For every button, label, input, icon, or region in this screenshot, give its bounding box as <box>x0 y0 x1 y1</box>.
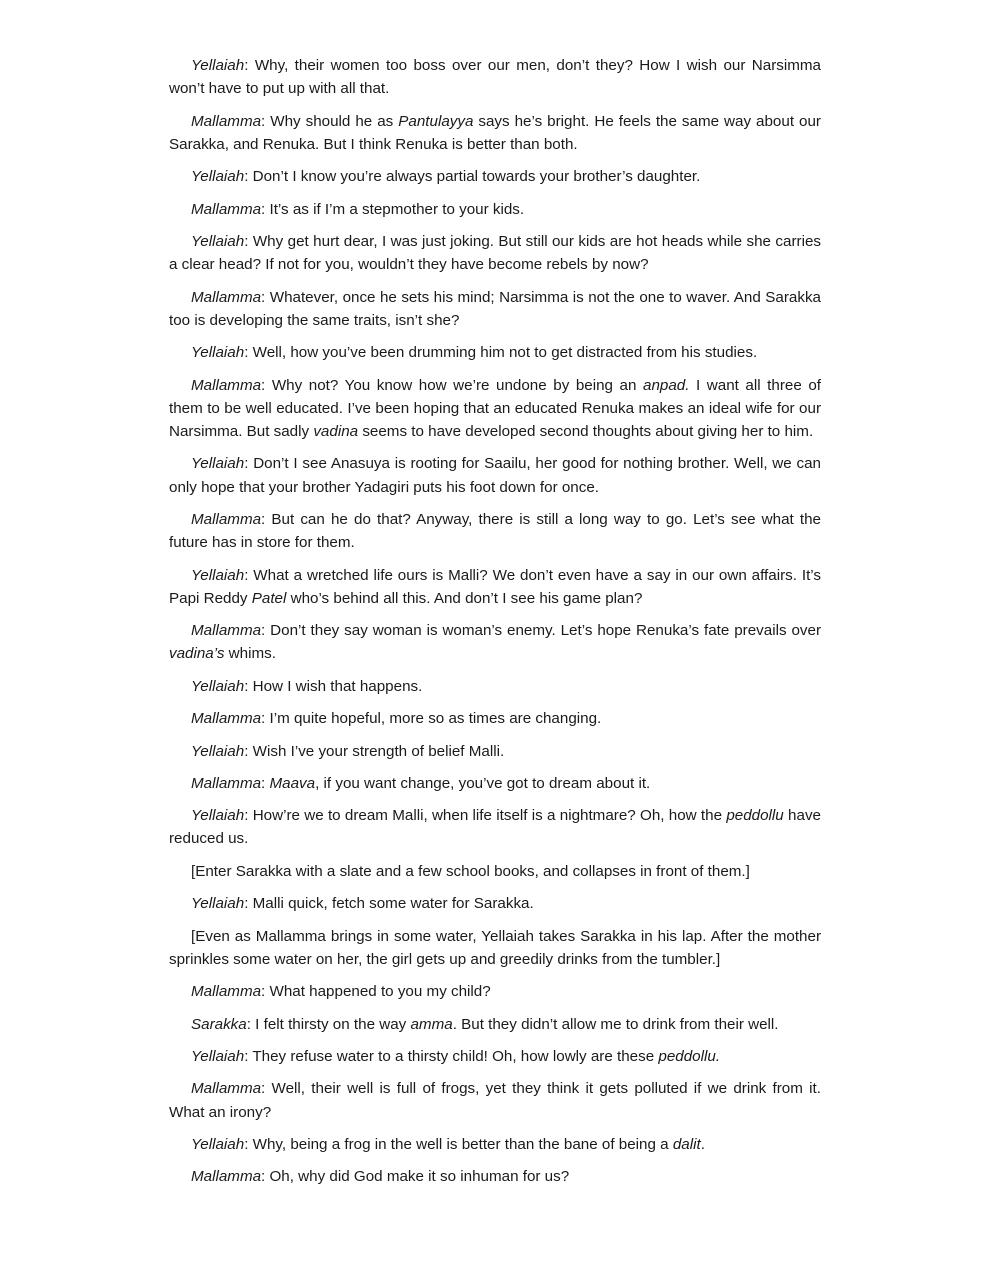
dialogue-paragraph: Yellaiah: How I wish that happens. <box>191 677 423 695</box>
dialogue-paragraph: Yellaiah: Don’t I know you’re always partial towards your brother’s daughter. <box>191 168 701 186</box>
dialogue-paragraph: Mallamma: Why not? You know how we’re undone by being an anpad. I want all three of them to be well educated. I’ve been hoping that an educated Renuka makes an ideal wife for our Narsimma. But sadly vadina seems to have developed second thoughts about giving her to him. <box>169 376 821 440</box>
dialogue-paragraph: Yellaiah: Well, how you’ve been drumming him not to get distracted from his studies. <box>191 344 758 362</box>
dialogue-paragraph: Yellaiah: Why get hurt dear, I was just joking. But still our kids are hot heads while she carries a clear head? If not for you, wouldn’t they have become rebels by now? <box>169 232 821 274</box>
dialogue-paragraph: Mallamma: It’s as if I’m a stepmother to your kids. <box>191 200 525 218</box>
dialogue-paragraph: Yellaiah: They refuse water to a thirsty child! Oh, how lowly are these peddollu. <box>191 1048 721 1066</box>
speaker-name: Yellaiah <box>191 1136 245 1154</box>
dialogue-paragraph: Yellaiah: Wish I’ve your strength of belief Malli. <box>191 742 505 760</box>
italic-term: Maava <box>269 774 316 792</box>
dialogue-paragraph: Yellaiah: Why, being a frog in the well is better than the bane of being a dalit. <box>191 1136 705 1154</box>
italic-term: vadina’s <box>169 645 225 663</box>
speaker-name: Mallamma <box>191 622 262 640</box>
speaker-name: Mallamma <box>191 376 262 394</box>
dialogue-paragraph: Mallamma: Whatever, once he sets his mind; Narsimma is not the one to waver. And Sarakka too is developing the same traits, isn’t she? <box>169 288 821 329</box>
dialogue-paragraph: Yellaiah: What a wretched life ours is Malli? We don’t even have a say in our own affairs. It’s Papi Reddy Patel who’s behind all this. And don’t I see his game plan? <box>169 566 821 607</box>
italic-term: dalit <box>672 1136 701 1154</box>
speaker-name: Mallamma <box>191 1168 262 1186</box>
italic-term: anpad. <box>643 376 690 394</box>
speaker-name: Yellaiah <box>191 677 245 695</box>
italic-term: amma <box>410 1015 453 1033</box>
dialogue-paragraph: Mallamma: Well, their well is full of frogs, yet they think it gets polluted if we drink from it. What an irony? <box>169 1080 821 1121</box>
speaker-name: Yellaiah <box>191 232 245 250</box>
speaker-name: Mallamma <box>191 112 262 130</box>
speaker-name: Mallamma <box>191 983 262 1001</box>
dialogue-paragraph: Mallamma: Maava, if you want change, you’ve got to dream about it. <box>191 774 651 792</box>
italic-term: Patel <box>251 589 287 607</box>
speaker-name: Yellaiah <box>191 895 245 913</box>
speaker-name: Yellaiah <box>191 566 245 584</box>
speaker-name: Yellaiah <box>191 807 245 825</box>
dialogue-paragraph: Yellaiah: Don’t I see Anasuya is rooting for Saailu, her good for nothing brother. Well, we can only hope that your brother Yadagiri puts his foot down for once. <box>169 455 821 496</box>
speaker-name: Mallamma <box>191 774 262 792</box>
speaker-name: Yellaiah <box>191 168 245 186</box>
dialogue-paragraph: Mallamma: But can he do that? Anyway, there is still a long way to go. Let’s see what the future has in store for them. <box>169 510 821 552</box>
dialogue-paragraph: Mallamma: I’m quite hopeful, more so as times are changing. <box>191 710 602 728</box>
speaker-name: Mallamma <box>191 200 262 218</box>
dialogue-paragraph: Mallamma: Why should he as Pantulayya says he’s bright. He feels the same way about our Sarakka, and Renuka. But I think Renuka is better than both. <box>169 112 821 153</box>
speaker-name: Yellaiah <box>191 1048 245 1066</box>
dialogue-paragraph: Yellaiah: Why, their women too boss over our men, don’t they? How I wish our Narsimma won’t have to put up with all that. <box>169 57 821 98</box>
italic-term: Pantulayya <box>398 112 474 130</box>
dialogue-paragraph: Mallamma: Oh, why did God make it so inhuman for us? <box>191 1168 570 1186</box>
speaker-name: Mallamma <box>191 710 262 728</box>
dialogue-paragraph: [Even as Mallamma brings in some water, Yellaiah takes Sarakka in his lap. After the mother sprinkles some water on her, the girl gets up and greedily drinks from the tumbler.] <box>169 927 821 968</box>
italic-term: peddollu <box>726 807 784 825</box>
speaker-name: Mallamma <box>191 510 262 528</box>
dialogue-paragraph: Yellaiah: How’re we to dream Malli, when life itself is a nightmare? Oh, how the peddollu have reduced us. <box>169 807 821 848</box>
dialogue-paragraph: Sarakka: I felt thirsty on the way amma. But they didn’t allow me to drink from their well. <box>191 1015 779 1033</box>
italic-term: peddollu. <box>658 1048 721 1066</box>
italic-term: vadina <box>313 422 359 440</box>
dialogue-paragraph: [Enter Sarakka with a slate and a few school books, and collapses in front of them.] <box>191 862 750 880</box>
speaker-name: Yellaiah <box>191 344 245 362</box>
speaker-name: Sarakka <box>191 1015 247 1033</box>
document-page <box>169 54 821 1189</box>
speaker-name: Mallamma <box>191 1080 262 1098</box>
speaker-name: Yellaiah <box>191 455 245 473</box>
speaker-name: Yellaiah <box>191 57 245 74</box>
dialogue-paragraph: Yellaiah: Malli quick, fetch some water for Sarakka. <box>191 895 534 913</box>
dialogue-paragraph: Mallamma: Don’t they say woman is woman’s enemy. Let’s hope Renuka’s fate prevails over vadina’s whims. <box>169 622 821 663</box>
dialogue-paragraph: Mallamma: What happened to you my child? <box>191 983 491 1001</box>
speaker-name: Mallamma <box>191 288 262 306</box>
speaker-name: Yellaiah <box>191 742 245 760</box>
